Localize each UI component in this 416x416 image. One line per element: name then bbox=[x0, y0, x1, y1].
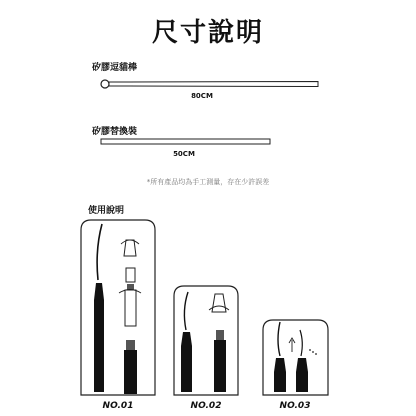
usage-heading: 使用說明 bbox=[88, 206, 125, 216]
wand-diagram bbox=[101, 80, 318, 88]
step-label-2: NO.02 bbox=[190, 401, 222, 411]
measurement-note: *所有產品均為手工測量，存在少許誤差 bbox=[146, 178, 270, 186]
product-label-refill: 矽膠替換裝 bbox=[92, 127, 138, 137]
length-label-refill: 50CM bbox=[173, 150, 195, 158]
product-label-wand: 矽膠逗貓棒 bbox=[92, 63, 138, 73]
step1-panel bbox=[81, 220, 155, 395]
step-label-1: NO.01 bbox=[102, 401, 134, 411]
length-label-wand: 80CM bbox=[191, 92, 213, 100]
refill-diagram bbox=[101, 139, 270, 144]
page-title: 尺寸說明 bbox=[151, 18, 264, 48]
step2-panel bbox=[174, 286, 238, 395]
step-label-3: NO.03 bbox=[279, 401, 311, 411]
step3-panel bbox=[263, 320, 328, 395]
